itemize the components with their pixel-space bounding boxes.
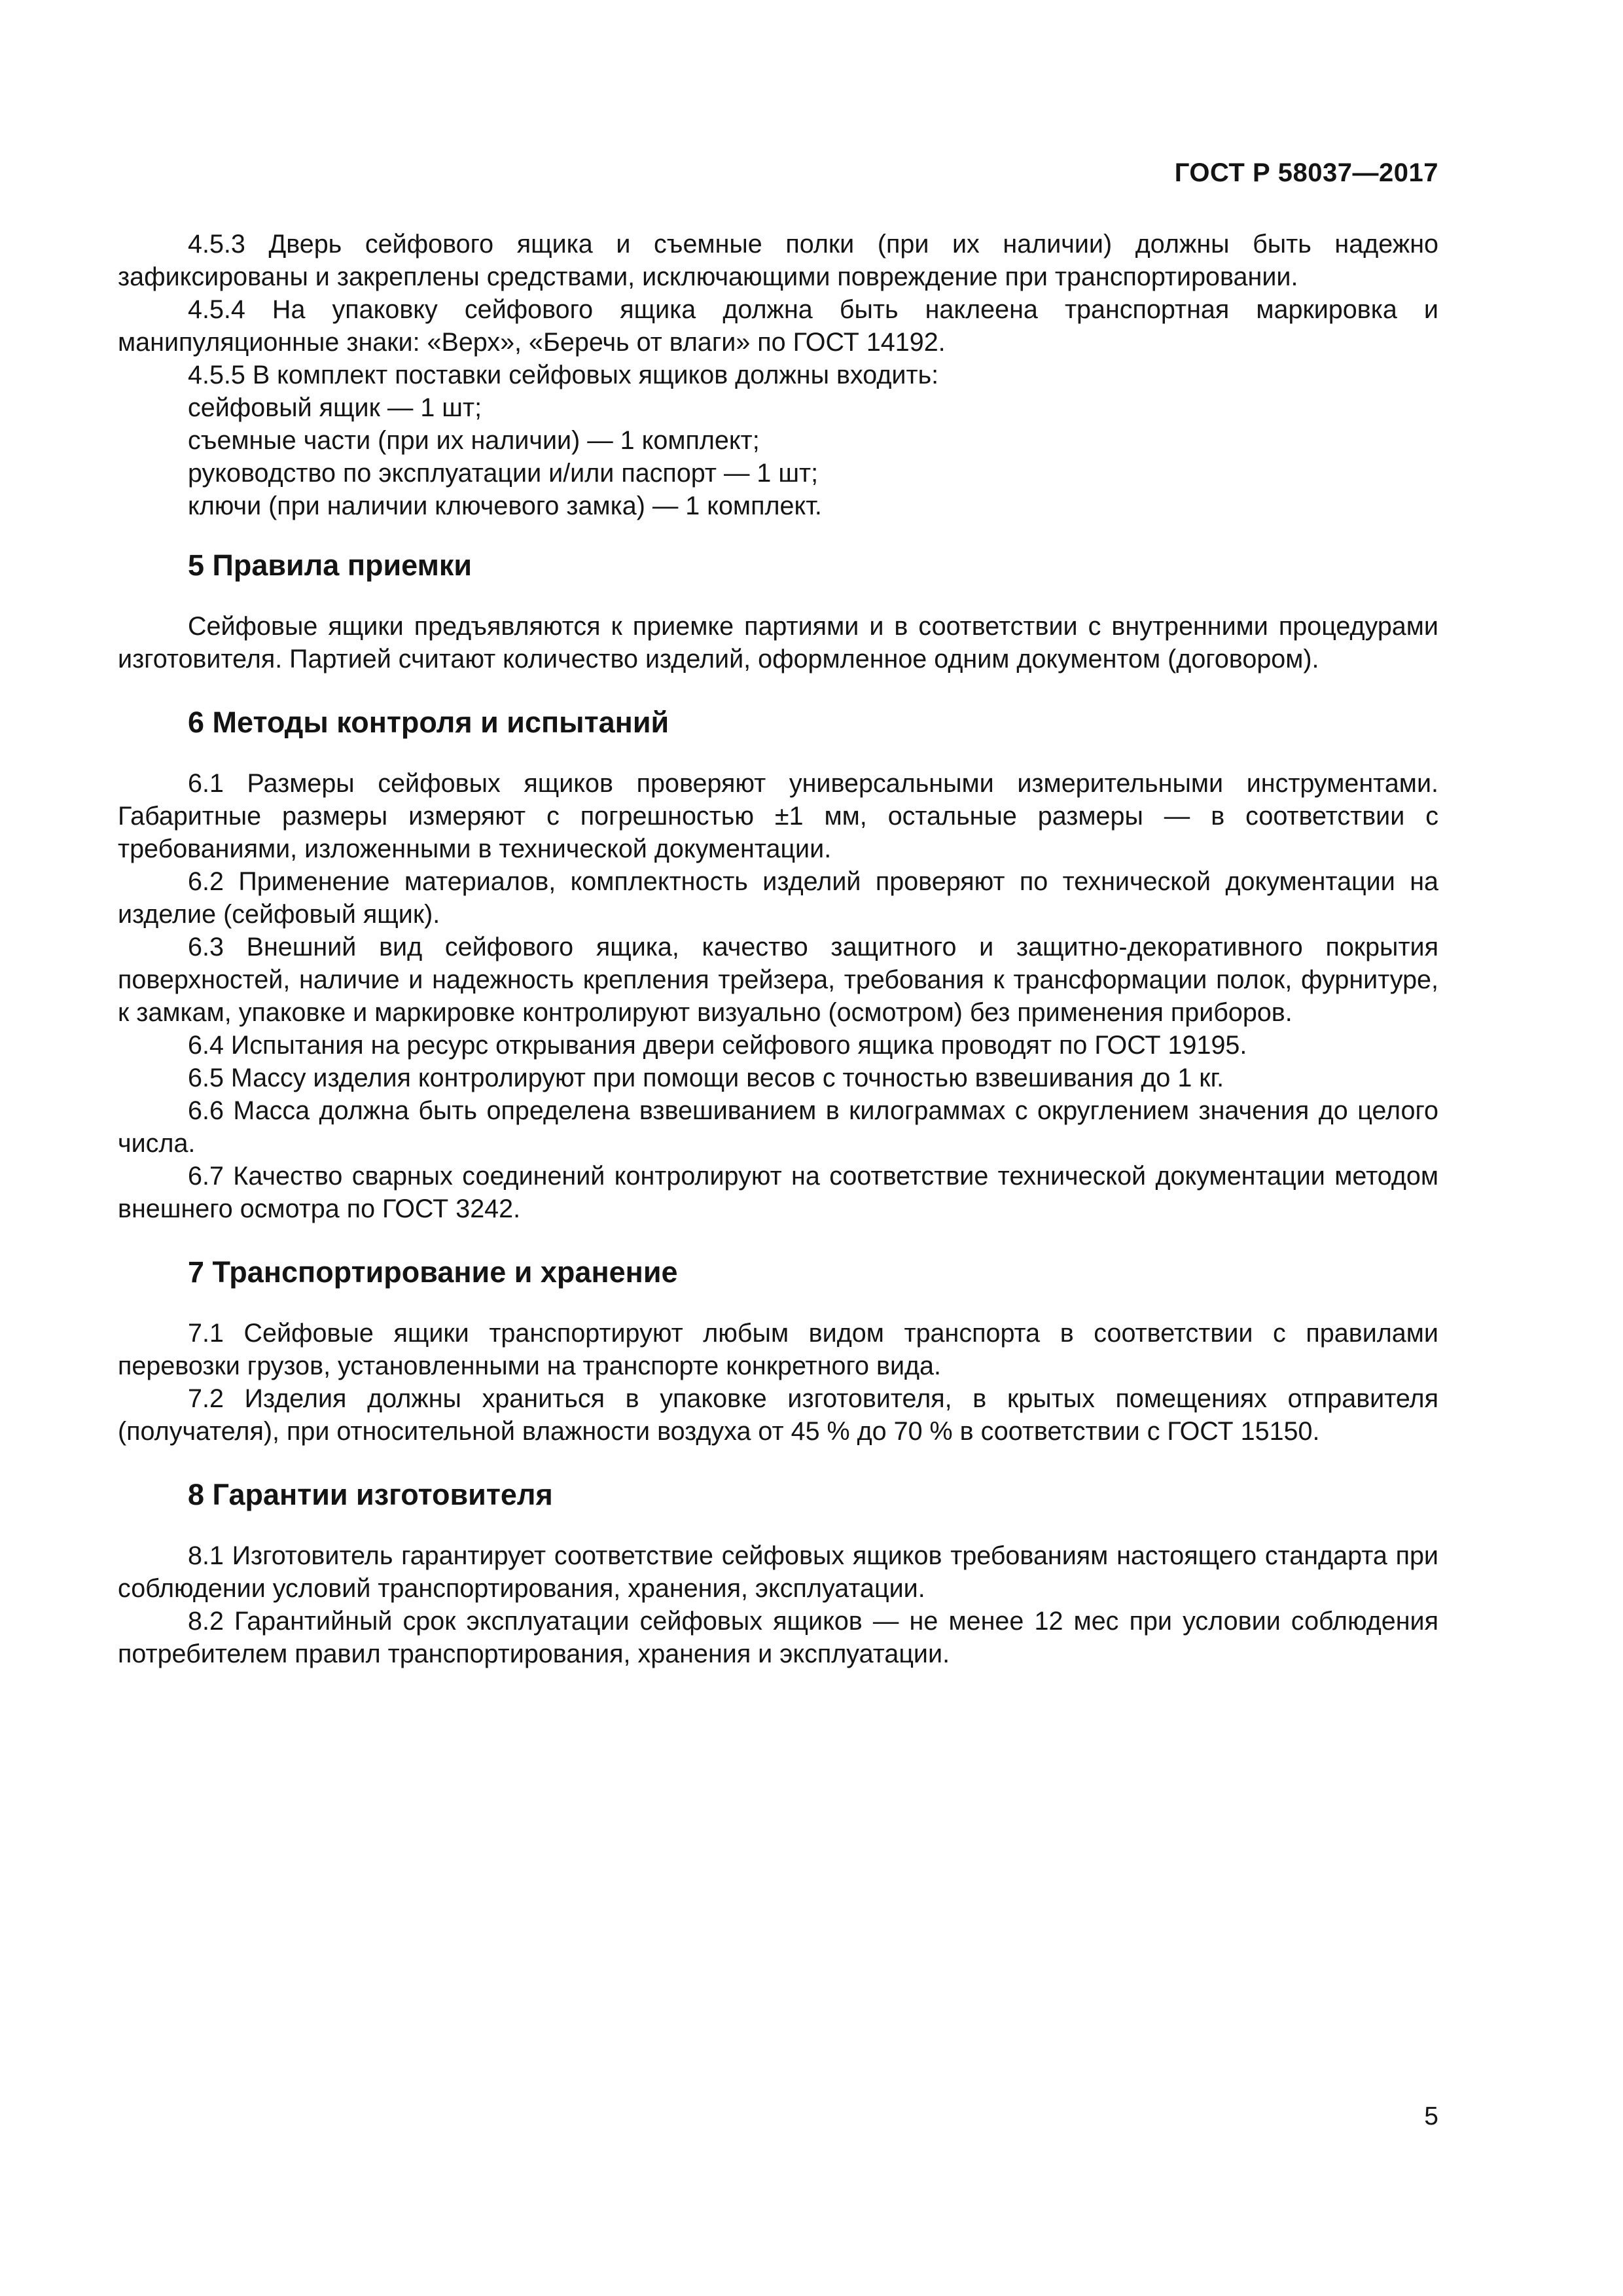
section-8-heading: 8 Гарантии изготовителя — [188, 1478, 553, 1511]
paragraph-7-1: 7.1 Сейфовые ящики транспортируют любым видом транспорта в соответствии с правилами перевозки грузов, установленными на транспорте конкретного вида. — [118, 1319, 1438, 1380]
paragraph-4-5-4: 4.5.4 На упаковку сейфового ящика должна быть наклеена транспортная маркировка и манипуляционные знаки: «Верх», «Беречь от влаги» по ГОСТ 14192. — [118, 295, 1438, 357]
paragraph-6-7: 6.7 Качество сварных соединений контролируют на соответствие технической документации методом внешнего осмотра по ГОСТ 3242. — [118, 1162, 1438, 1223]
section-5-heading: 5 Правила приемки — [188, 548, 473, 582]
list-item-removable-parts: съемные части (при их наличии) — 1 комплект; — [188, 426, 760, 455]
paragraph-6-4: 6.4 Испытания на ресурс открывания двери сейфового ящика проводят по ГОСТ 19195. — [188, 1031, 1247, 1060]
list-item-manual: руководство по эксплуатации и/или паспорт — 1 шт; — [188, 459, 819, 488]
paragraph-6-1: 6.1 Размеры сейфовых ящиков проверяют универсальными измерительными инструментами. Габаритные размеры измеряют с погрешностью ±1 мм, остальные размеры — в соответствии с требованиями, изложенными в технической документации. — [118, 769, 1438, 863]
page-content — [118, 228, 1438, 1670]
list-item-keys: ключи (при наличии ключевого замка) — 1 комплект. — [188, 492, 822, 520]
paragraph-6-5: 6.5 Массу изделия контролируют при помощи весов с точностью взвешивания до 1 кг. — [188, 1064, 1224, 1092]
paragraph-8-1: 8.1 Изготовитель гарантирует соответствие сейфовых ящиков требованиям настоящего стандарта при соблюдении условий транспортирования, хранения, эксплуатации. — [118, 1541, 1438, 1603]
list-item-safe-box: сейфовый ящик — 1 шт; — [188, 393, 482, 422]
section-7-heading: 7 Транспортирование и хранение — [188, 1255, 678, 1289]
paragraph-4-5-3: 4.5.3 Дверь сейфового ящика и съемные полки (при их наличии) должны быть надежно зафиксированы и закреплены средствами, исключающими повреждение при транспортировании. — [118, 230, 1438, 291]
paragraph-4-5-5: 4.5.5 В комплект поставки сейфовых ящиков должны входить: — [188, 361, 939, 389]
section-6-heading: 6 Методы контроля и испытаний — [188, 706, 669, 739]
paragraph-6-2: 6.2 Применение материалов, комплектность изделий проверяют по технической документации на изделие (сейфовый ящик). — [118, 867, 1438, 929]
page-number: 5 — [1424, 2102, 1438, 2130]
paragraph-5: Сейфовые ящики предъявляются к приемке партиями и в соответствии с внутренними процедурами изготовителя. Партией считают количество изделий, оформленное одним документом (договором). — [118, 612, 1438, 673]
paragraph-6-3: 6.3 Внешний вид сейфового ящика, качество защитного и защитно-декоративного покрытия поверхностей, наличие и надежность крепления трейзера, требования к трансформации полок, фурнитуре, к замкам, упаковке и маркировке контролируют визуально (осмотром) без применения приборов. — [118, 933, 1438, 1027]
document-code-header: ГОСТ Р 58037—2017 — [1174, 158, 1438, 187]
paragraph-6-6: 6.6 Масса должна быть определена взвешиванием в килограммах с округлением значения до целого числа. — [118, 1096, 1438, 1158]
paragraph-8-2: 8.2 Гарантийный срок эксплуатации сейфовых ящиков — не менее 12 мес при условии соблюдения потребителем правил транспортирования, хранения и эксплуатации. — [118, 1607, 1438, 1668]
paragraph-7-2: 7.2 Изделия должны храниться в упаковке изготовителя, в крытых помещениях отправителя (получателя), при относительной влажности воздуха от 45 % до 70 % в соответствии с ГОСТ 15150. — [118, 1384, 1438, 1446]
